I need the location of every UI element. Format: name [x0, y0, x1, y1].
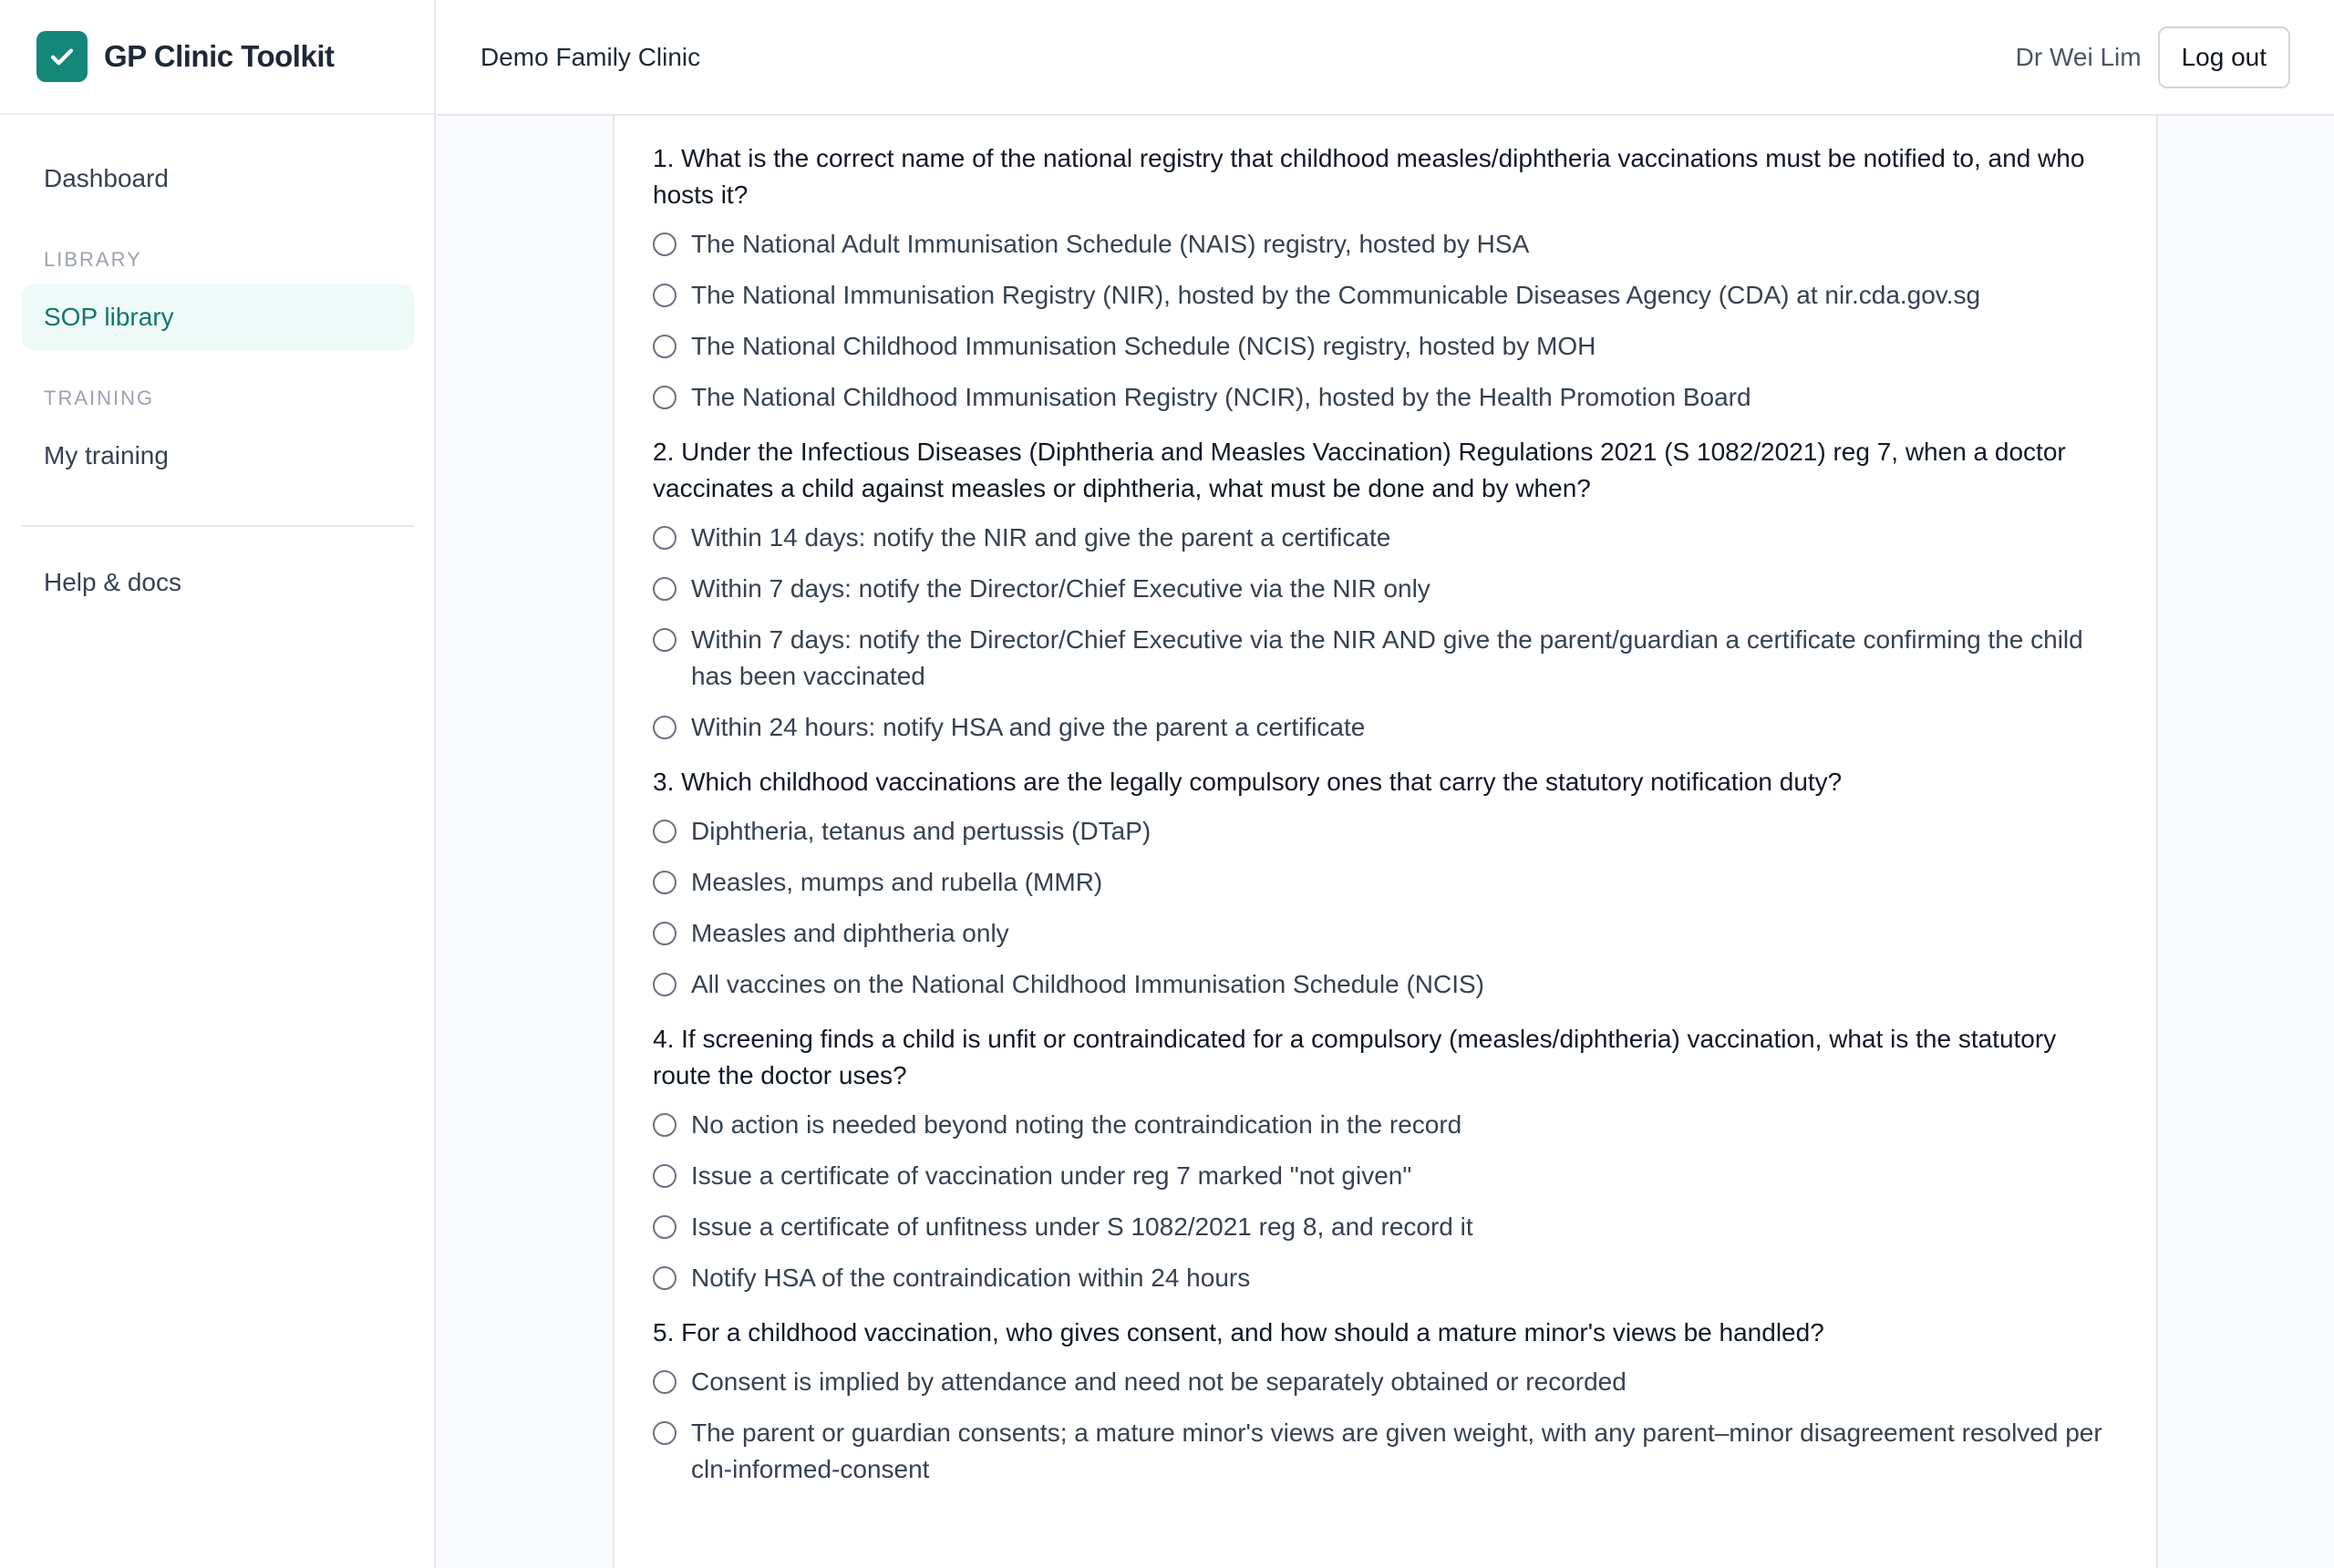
answer-option[interactable]	[653, 571, 2120, 607]
brand[interactable]	[0, 0, 434, 115]
question-4	[653, 1021, 2120, 1296]
answer-option[interactable]	[653, 813, 2120, 850]
question-text: 2. Under the Infectious Diseases (Diphtheria and Measles Vaccination) Regulations 2021 (S 1082/2021) reg 7, when a doctor vaccinates a child against measles or diphtheria, what must be done and by when?	[653, 438, 2066, 502]
radio-button[interactable]	[653, 1164, 676, 1188]
radio-button[interactable]	[653, 973, 676, 996]
radio-button[interactable]	[653, 386, 676, 409]
radio-button[interactable]	[653, 871, 676, 894]
radio-button[interactable]	[653, 577, 676, 601]
answer-option-label: Issue a certificate of vaccination under reg 7 marked "not given"	[691, 1161, 1412, 1190]
radio-button[interactable]	[653, 1266, 676, 1290]
question-2	[653, 434, 2120, 746]
radio-button[interactable]	[653, 335, 676, 358]
brand-name: GP Clinic Toolkit	[104, 39, 335, 73]
radio-button[interactable]	[653, 1215, 676, 1239]
radio-button[interactable]	[653, 628, 676, 652]
clinic-name: Demo Family Clinic	[480, 42, 701, 71]
answer-option-label: Diphtheria, tetanus and pertussis (DTaP)	[691, 817, 1152, 845]
answer-option[interactable]	[653, 328, 2120, 365]
answer-option-label: The National Childhood Immunisation Schedule (NCIS) registry, hosted by MOH	[691, 332, 1596, 360]
sidebar-item-my-training[interactable]: My training	[44, 441, 169, 469]
answer-option[interactable]	[653, 709, 2120, 746]
radio-button[interactable]	[653, 232, 676, 256]
answer-option[interactable]	[653, 1260, 2120, 1296]
answer-option[interactable]	[653, 277, 2120, 314]
answer-option-label: Consent is implied by attendance and need not be separately obtained or recorded	[691, 1367, 1627, 1396]
answer-option[interactable]	[653, 915, 2120, 952]
answer-option[interactable]	[653, 1107, 2120, 1143]
brand-logo	[36, 31, 88, 82]
answer-option-label: Within 7 days: notify the Director/Chief Executive via the NIR only	[691, 574, 1430, 603]
top-header	[437, 0, 2334, 116]
radio-button[interactable]	[653, 716, 676, 739]
answer-option[interactable]	[653, 1364, 2120, 1400]
answer-option-label: All vaccines on the National Childhood Immunisation Schedule (NCIS)	[691, 970, 1484, 998]
question-text: 3. Which childhood vaccinations are the legally compulsory ones that carry the statutory notification duty?	[653, 768, 1843, 796]
question-list	[653, 140, 2120, 1488]
sidebar-item-dashboard[interactable]: Dashboard	[44, 164, 169, 192]
answer-option[interactable]	[653, 379, 2120, 416]
answer-option-label: Issue a certificate of unfitness under S 1082/2021 reg 8, and record it	[691, 1212, 1473, 1241]
answer-option-label: The parent or guardian consents; a mature minor's views are given weight, with any parent–minor disagreement resolved per cln-informed-consent	[691, 1418, 2102, 1483]
answer-option[interactable]	[653, 622, 2120, 695]
answer-option[interactable]	[653, 966, 2120, 1003]
answer-option[interactable]	[653, 1209, 2120, 1245]
answer-option[interactable]	[653, 1158, 2120, 1194]
answer-option[interactable]	[653, 1415, 2120, 1488]
answer-option-label: Within 14 days: notify the NIR and give the parent a certificate	[691, 523, 1391, 552]
sidebar-item-sop-library[interactable]: SOP library	[22, 284, 414, 350]
radio-button[interactable]	[653, 1370, 676, 1394]
radio-button[interactable]	[653, 922, 676, 945]
logout-button[interactable]: Log out	[2158, 26, 2290, 88]
check-icon	[46, 41, 77, 72]
sidebar-section-training: TRAINING	[44, 387, 155, 409]
answer-option-label: The National Immunisation Registry (NIR), hosted by the Communicable Diseases Agency (CDA) at nir.cda.gov.sg	[691, 281, 1981, 309]
radio-button[interactable]	[653, 284, 676, 307]
answer-option-label: Within 7 days: notify the Director/Chief Executive via the NIR AND give the parent/guardian a certificate confirming the child has been vaccinated	[691, 625, 2083, 690]
answer-option-label: Within 24 hours: notify HSA and give the parent a certificate	[691, 713, 1366, 741]
user-name: Dr Wei Lim	[2015, 42, 2142, 71]
question-3	[653, 764, 2120, 1003]
question-1	[653, 140, 2120, 416]
header-user-area	[2016, 26, 2290, 88]
question-text: 5. For a childhood vaccination, who gives consent, and how should a mature minor's views be handled?	[653, 1318, 1824, 1346]
radio-button[interactable]	[653, 820, 676, 843]
question-5	[653, 1315, 2120, 1488]
quiz-card	[613, 116, 2158, 1568]
sidebar-divider	[22, 525, 414, 527]
radio-button[interactable]	[653, 1421, 676, 1445]
sidebar	[0, 0, 436, 1568]
answer-option-label: Measles, mumps and rubella (MMR)	[691, 868, 1103, 896]
question-text: 1. What is the correct name of the national registry that childhood measles/diphtheria vaccinations must be notified to, and who hosts it?	[653, 144, 2085, 209]
sidebar-section-library: LIBRARY	[44, 248, 142, 271]
question-text: 4. If screening finds a child is unfit or contraindicated for a compulsory (measles/diphtheria) vaccination, what is the statutory route the doctor uses?	[653, 1025, 2057, 1089]
answer-option-label: The National Adult Immunisation Schedule (NAIS) registry, hosted by HSA	[691, 230, 1530, 258]
radio-button[interactable]	[653, 526, 676, 550]
answer-option[interactable]	[653, 226, 2120, 263]
sidebar-item-help-docs[interactable]: Help & docs	[44, 568, 181, 596]
answer-option-label: Notify HSA of the contraindication within 24 hours	[691, 1264, 1251, 1292]
answer-option-label: The National Childhood Immunisation Registry (NCIR), hosted by the Health Promotion Board	[691, 383, 1751, 411]
answer-option-label: No action is needed beyond noting the contraindication in the record	[691, 1110, 1462, 1139]
answer-option[interactable]	[653, 864, 2120, 901]
answer-option-label: Measles and diphtheria only	[691, 919, 1009, 947]
answer-option[interactable]	[653, 520, 2120, 556]
radio-button[interactable]	[653, 1113, 676, 1137]
